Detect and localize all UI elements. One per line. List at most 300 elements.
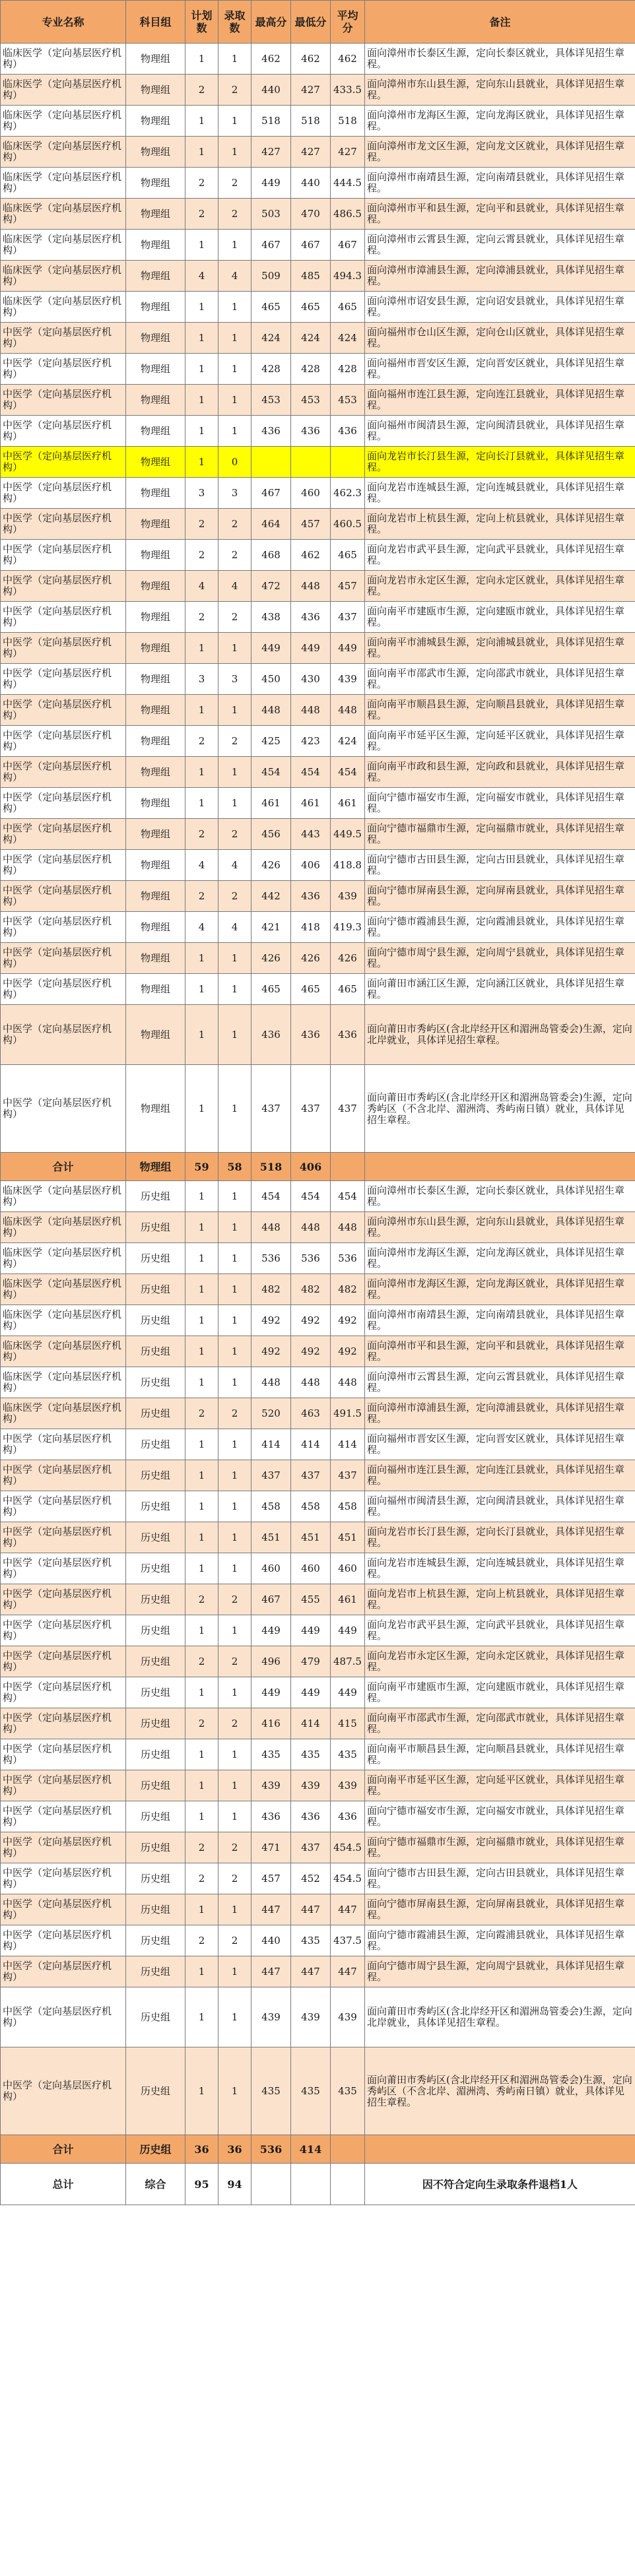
remarks-cell: 面向龙岩市武平县生源，定向武平县就业，具体详见招生章程。 [365, 540, 635, 571]
plan-cell: 2 [185, 602, 218, 633]
remarks-cell: 面向莆田市秀屿区(含北岸经开区和湄洲岛管委会)生源，定向北岸就业，具体详见招生章程。 [365, 1987, 635, 2047]
max-score-cell [251, 447, 291, 478]
max-score-cell: 428 [251, 354, 291, 385]
plan-cell: 2 [185, 540, 218, 571]
remarks-cell: 面向福州市晋安区生源，定向晋安区就业，具体详见招生章程。 [365, 354, 635, 385]
major-cell: 临床医学（定向基层医疗机构） [1, 292, 126, 323]
table-row [1, 819, 635, 850]
plan-cell: 1 [185, 788, 218, 819]
min-score-cell: 448 [291, 1212, 331, 1243]
max-score-cell: 436 [251, 416, 291, 447]
avg-score-cell: 494.3 [331, 261, 365, 292]
major-cell: 临床医学（定向基层医疗机构） [1, 1398, 126, 1429]
major-cell: 中医学（定向基层医疗机构） [1, 2047, 126, 2135]
subject-group-cell: 物理组 [126, 757, 185, 788]
min-score-cell: 443 [291, 819, 331, 850]
avg-score-cell: 437 [331, 1460, 365, 1491]
table-row [1, 385, 635, 416]
remarks-cell: 面向宁德市福安市生源，定向福安市就业，具体详见招生章程。 [365, 788, 635, 819]
max-score-cell: 458 [251, 1491, 291, 1522]
plan-cell: 1 [185, 695, 218, 726]
avg-score-cell: 448 [331, 695, 365, 726]
major-cell: 中医学（定向基层医疗机构） [1, 664, 126, 695]
table-row [1, 230, 635, 261]
subject-group-cell: 历史组 [126, 1522, 185, 1553]
header-remarks: 备注 [365, 1, 635, 44]
major-cell: 中医学（定向基层医疗机构） [1, 1708, 126, 1739]
total-label-cell: 合计 [1, 1153, 126, 1181]
major-cell: 中医学（定向基层医疗机构） [1, 385, 126, 416]
admitted-cell: 1 [218, 1429, 251, 1460]
remarks-cell: 面向漳州市漳浦县生源，定向漳浦县就业，具体详见招生章程。 [365, 1398, 635, 1429]
plan-cell: 2 [185, 1925, 218, 1956]
total-group-cell: 综合 [126, 2164, 185, 2205]
admitted-cell: 1 [218, 1894, 251, 1925]
subject-group-cell: 物理组 [126, 199, 185, 230]
remarks-cell: 面向南平市邵武市生源，定向邵武市就业，具体详见招生章程。 [365, 1708, 635, 1739]
avg-score-cell: 454.5 [331, 1832, 365, 1863]
major-cell: 中医学（定向基层医疗机构） [1, 1005, 126, 1065]
avg-score-cell: 426 [331, 943, 365, 974]
table-row [1, 1925, 635, 1956]
total-min-cell [291, 2164, 331, 2205]
avg-score-cell: 492 [331, 1336, 365, 1367]
plan-cell: 2 [185, 1398, 218, 1429]
max-score-cell: 414 [251, 1429, 291, 1460]
min-score-cell: 437 [291, 1832, 331, 1863]
max-score-cell: 448 [251, 1367, 291, 1398]
table-row [1, 1212, 635, 1243]
admitted-cell: 1 [218, 230, 251, 261]
plan-cell: 1 [185, 323, 218, 354]
major-cell: 中医学（定向基层医疗机构） [1, 788, 126, 819]
remarks-cell: 面向漳州市东山县生源，定向东山县就业，具体详见招生章程。 [365, 75, 635, 106]
max-score-cell: 450 [251, 664, 291, 695]
subject-group-cell: 历史组 [126, 1398, 185, 1429]
admitted-cell: 1 [218, 1181, 251, 1212]
avg-score-cell: 448 [331, 1212, 365, 1243]
max-score-cell: 503 [251, 199, 291, 230]
remarks-cell: 面向漳州市漳浦县生源，定向漳浦县就业，具体详见招生章程。 [365, 261, 635, 292]
admitted-cell: 1 [218, 1336, 251, 1367]
major-cell: 临床医学（定向基层医疗机构） [1, 199, 126, 230]
table-row [1, 137, 635, 168]
table-row [1, 1065, 635, 1153]
min-score-cell: 465 [291, 974, 331, 1005]
min-score-cell: 449 [291, 1677, 331, 1708]
max-score-cell: 520 [251, 1398, 291, 1429]
major-cell: 中医学（定向基层医疗机构） [1, 1429, 126, 1460]
max-score-cell: 436 [251, 1801, 291, 1832]
max-score-cell: 492 [251, 1305, 291, 1336]
avg-score-cell: 451 [331, 1522, 365, 1553]
admitted-cell: 1 [218, 788, 251, 819]
major-cell: 中医学（定向基层医疗机构） [1, 943, 126, 974]
total-group-cell: 物理组 [126, 1153, 185, 1181]
major-cell: 临床医学（定向基层医疗机构） [1, 106, 126, 137]
major-cell: 中医学（定向基层医疗机构） [1, 571, 126, 602]
avg-score-cell: 465 [331, 974, 365, 1005]
plan-cell: 1 [185, 1801, 218, 1832]
remarks-cell: 面向莆田市涵江区生源，定向涵江区就业，具体详见招生章程。 [365, 974, 635, 1005]
subject-group-cell: 历史组 [126, 1429, 185, 1460]
plan-cell: 1 [185, 1336, 218, 1367]
max-score-cell: 437 [251, 1065, 291, 1153]
avg-score-cell: 462 [331, 44, 365, 75]
max-score-cell: 449 [251, 1615, 291, 1646]
min-score-cell: 536 [291, 1243, 331, 1274]
table-row [1, 292, 635, 323]
plan-cell: 2 [185, 1708, 218, 1739]
major-cell: 中医学（定向基层医疗机构） [1, 1863, 126, 1894]
min-score-cell: 457 [291, 509, 331, 540]
major-cell: 临床医学（定向基层医疗机构） [1, 230, 126, 261]
header-subject-group: 科目组 [126, 1, 185, 44]
subject-group-cell: 物理组 [126, 602, 185, 633]
max-score-cell: 460 [251, 1553, 291, 1584]
plan-cell: 1 [185, 44, 218, 75]
table-row [1, 416, 635, 447]
admitted-cell: 1 [218, 1987, 251, 2047]
subject-group-cell: 物理组 [126, 695, 185, 726]
admitted-cell: 2 [218, 819, 251, 850]
avg-score-cell: 439 [331, 1987, 365, 2047]
subject-group-cell: 历史组 [126, 1739, 185, 1770]
subject-group-cell: 历史组 [126, 1615, 185, 1646]
major-cell: 临床医学（定向基层医疗机构） [1, 1212, 126, 1243]
major-cell: 临床医学（定向基层医疗机构） [1, 1367, 126, 1398]
admitted-cell: 1 [218, 1770, 251, 1801]
remarks-cell: 面向南平市顺昌县生源，定向顺昌县就业，具体详见招生章程。 [365, 695, 635, 726]
max-score-cell: 436 [251, 1005, 291, 1065]
avg-score-cell: 436 [331, 1801, 365, 1832]
table-row [1, 850, 635, 881]
min-score-cell: 463 [291, 1398, 331, 1429]
min-score-cell: 492 [291, 1336, 331, 1367]
plan-cell: 1 [185, 230, 218, 261]
min-score-cell: 423 [291, 726, 331, 757]
min-score-cell: 430 [291, 664, 331, 695]
avg-score-cell: 449 [331, 1677, 365, 1708]
remarks-cell: 面向漳州市平和县生源，定向平和县就业，具体详见招生章程。 [365, 199, 635, 230]
max-score-cell: 439 [251, 1770, 291, 1801]
table-row [1, 509, 635, 540]
admitted-cell: 1 [218, 1065, 251, 1153]
plan-cell: 1 [185, 137, 218, 168]
admitted-cell: 2 [218, 726, 251, 757]
avg-score-cell: 444.5 [331, 168, 365, 199]
plan-cell: 1 [185, 633, 218, 664]
subject-group-cell: 历史组 [126, 1863, 185, 1894]
min-score-cell: 427 [291, 137, 331, 168]
major-cell: 临床医学（定向基层医疗机构） [1, 1305, 126, 1336]
subject-group-cell: 历史组 [126, 1367, 185, 1398]
plan-cell: 4 [185, 850, 218, 881]
avg-score-cell: 436 [331, 416, 365, 447]
min-score-cell: 462 [291, 44, 331, 75]
avg-score-cell: 449.5 [331, 819, 365, 850]
table-row [1, 261, 635, 292]
max-score-cell: 454 [251, 1181, 291, 1212]
admitted-cell: 2 [218, 1925, 251, 1956]
total-avg-cell [331, 2164, 365, 2205]
grand-total-row [1, 2164, 635, 2205]
admitted-cell: 2 [218, 199, 251, 230]
admitted-cell: 1 [218, 1677, 251, 1708]
admitted-cell: 1 [218, 633, 251, 664]
remarks-cell: 面向宁德市屏南县生源，定向屏南县就业，具体详见招生章程。 [365, 881, 635, 912]
subject-group-cell: 历史组 [126, 1956, 185, 1987]
min-score-cell: 455 [291, 1584, 331, 1615]
major-cell: 中医学（定向基层医疗机构） [1, 323, 126, 354]
admitted-cell: 1 [218, 1615, 251, 1646]
total-admitted-cell: 58 [218, 1153, 251, 1181]
min-score-cell: 518 [291, 106, 331, 137]
admitted-cell: 1 [218, 1553, 251, 1584]
avg-score-cell: 437 [331, 602, 365, 633]
remarks-cell: 面向宁德市周宁县生源，定向周宁县就业，具体详见招生章程。 [365, 943, 635, 974]
remarks-cell: 面向宁德市霞浦县生源，定向霞浦县就业，具体详见招生章程。 [365, 912, 635, 943]
max-score-cell: 427 [251, 137, 291, 168]
min-score-cell: 428 [291, 354, 331, 385]
remarks-cell: 面向龙岩市连城县生源，定向连城县就业，具体详见招生章程。 [365, 1553, 635, 1584]
min-score-cell [291, 447, 331, 478]
plan-cell: 1 [185, 1770, 218, 1801]
subject-group-cell: 物理组 [126, 633, 185, 664]
remarks-cell: 面向漳州市长泰区生源，定向长泰区就业，具体详见招生章程。 [365, 1181, 635, 1212]
total-plan-cell: 36 [185, 2135, 218, 2164]
admitted-cell: 4 [218, 912, 251, 943]
subject-group-cell: 历史组 [126, 1925, 185, 1956]
header-major: 专业名称 [1, 1, 126, 44]
plan-cell: 2 [185, 75, 218, 106]
avg-score-cell: 518 [331, 106, 365, 137]
subject-group-cell: 历史组 [126, 1708, 185, 1739]
table-row [1, 664, 635, 695]
remarks-cell: 面向南平市建瓯市生源，定向建瓯市就业，具体详见招生章程。 [365, 1677, 635, 1708]
max-score-cell: 448 [251, 695, 291, 726]
table-row [1, 75, 635, 106]
subject-group-cell: 历史组 [126, 1212, 185, 1243]
major-cell: 临床医学（定向基层医疗机构） [1, 1181, 126, 1212]
table-row [1, 1708, 635, 1739]
table-row [1, 912, 635, 943]
table-row [1, 168, 635, 199]
remarks-cell: 面向南平市延平区生源，定向延平区就业，具体详见招生章程。 [365, 726, 635, 757]
max-score-cell: 457 [251, 1863, 291, 1894]
plan-cell: 1 [185, 1212, 218, 1243]
major-cell: 临床医学（定向基层医疗机构） [1, 1274, 126, 1305]
avg-score-cell: 460.5 [331, 509, 365, 540]
max-score-cell: 453 [251, 385, 291, 416]
subject-group-cell: 历史组 [126, 1770, 185, 1801]
table-row [1, 44, 635, 75]
avg-score-cell: 467 [331, 230, 365, 261]
max-score-cell: 447 [251, 1894, 291, 1925]
major-cell: 中医学（定向基层医疗机构） [1, 1832, 126, 1863]
remarks-cell: 面向宁德市福安市生源，定向福安市就业，具体详见招生章程。 [365, 1801, 635, 1832]
subject-group-cell: 历史组 [126, 1832, 185, 1863]
max-score-cell: 442 [251, 881, 291, 912]
remarks-cell: 面向福州市连江县生源，定向连江县就业，具体详见招生章程。 [365, 1460, 635, 1491]
plan-cell: 4 [185, 261, 218, 292]
header-max-score: 最高分 [251, 1, 291, 44]
subject-group-cell: 物理组 [126, 106, 185, 137]
major-cell: 中医学（定向基层医疗机构） [1, 757, 126, 788]
major-cell: 中医学（定向基层医疗机构） [1, 1615, 126, 1646]
max-score-cell: 454 [251, 757, 291, 788]
admitted-cell: 1 [218, 137, 251, 168]
header-avg-score: 平均分 [331, 1, 365, 44]
major-cell: 中医学（定向基层医疗机构） [1, 819, 126, 850]
remarks-cell: 面向龙岩市永定区生源，定向永定区就业，具体详见招生章程。 [365, 1646, 635, 1677]
major-cell: 中医学（定向基层医疗机构） [1, 1646, 126, 1677]
remarks-cell: 面向南平市顺昌县生源，定向顺昌县就业，具体详见招生章程。 [365, 1739, 635, 1770]
admitted-cell: 3 [218, 664, 251, 695]
avg-score-cell: 437 [331, 1065, 365, 1153]
min-score-cell: 436 [291, 1801, 331, 1832]
header-min-score: 最低分 [291, 1, 331, 44]
remarks-cell: 面向宁德市霞浦县生源，定向霞浦县就业，具体详见招生章程。 [365, 1925, 635, 1956]
max-score-cell: 509 [251, 261, 291, 292]
subject-group-cell: 物理组 [126, 819, 185, 850]
subject-group-cell: 历史组 [126, 1274, 185, 1305]
subject-group-cell: 物理组 [126, 974, 185, 1005]
max-score-cell: 456 [251, 819, 291, 850]
table-row [1, 478, 635, 509]
subject-group-cell: 历史组 [126, 1553, 185, 1584]
max-score-cell: 472 [251, 571, 291, 602]
min-score-cell: 426 [291, 943, 331, 974]
min-score-cell: 447 [291, 1956, 331, 1987]
plan-cell: 1 [185, 354, 218, 385]
plan-cell: 1 [185, 292, 218, 323]
admitted-cell: 1 [218, 1305, 251, 1336]
avg-score-cell: 460 [331, 1553, 365, 1584]
admitted-cell: 1 [218, 1274, 251, 1305]
subject-group-cell: 物理组 [126, 664, 185, 695]
max-score-cell: 437 [251, 1460, 291, 1491]
table-row [1, 447, 635, 478]
avg-score-cell: 428 [331, 354, 365, 385]
max-score-cell: 467 [251, 478, 291, 509]
plan-cell: 1 [185, 1522, 218, 1553]
remarks-cell: 面向莆田市秀屿区(含北岸经开区和湄洲岛管委会)生源，定向秀屿区（不含北岸、湄洲湾、秀屿南日镇）就业，具体详见招生章程。 [365, 2047, 635, 2135]
total-remarks-cell [365, 1153, 635, 1181]
max-score-cell: 448 [251, 1212, 291, 1243]
major-cell: 中医学（定向基层医疗机构） [1, 602, 126, 633]
admitted-cell: 1 [218, 1522, 251, 1553]
avg-score-cell: 491.5 [331, 1398, 365, 1429]
major-cell: 中医学（定向基层医疗机构） [1, 850, 126, 881]
min-score-cell: 435 [291, 1925, 331, 1956]
remarks-cell: 面向龙岩市上杭县生源，定向上杭县就业，具体详见招生章程。 [365, 1584, 635, 1615]
subtotal-row [1, 2135, 635, 2164]
total-plan-cell: 59 [185, 1153, 218, 1181]
subject-group-cell: 历史组 [126, 1305, 185, 1336]
subject-group-cell: 物理组 [126, 168, 185, 199]
plan-cell: 3 [185, 664, 218, 695]
major-cell: 临床医学（定向基层医疗机构） [1, 75, 126, 106]
admitted-cell: 1 [218, 1005, 251, 1065]
plan-cell: 1 [185, 1005, 218, 1065]
avg-score-cell: 487.5 [331, 1646, 365, 1677]
max-score-cell: 447 [251, 1956, 291, 1987]
subject-group-cell: 物理组 [126, 385, 185, 416]
table-row [1, 974, 635, 1005]
total-label-cell: 总计 [1, 2164, 126, 2205]
table-row [1, 1398, 635, 1429]
remarks-cell: 面向宁德市屏南县生源，定向屏南县就业，具体详见招生章程。 [365, 1894, 635, 1925]
plan-cell: 1 [185, 2047, 218, 2135]
table-row [1, 1677, 635, 1708]
avg-score-cell: 482 [331, 1274, 365, 1305]
max-score-cell: 425 [251, 726, 291, 757]
admitted-cell: 2 [218, 540, 251, 571]
subject-group-cell: 历史组 [126, 1460, 185, 1491]
admitted-cell: 1 [218, 2047, 251, 2135]
subject-group-cell: 物理组 [126, 44, 185, 75]
major-cell: 中医学（定向基层医疗机构） [1, 1894, 126, 1925]
remarks-cell: 面向宁德市福鼎市生源，定向福鼎市就业，具体详见招生章程。 [365, 1832, 635, 1863]
subject-group-cell: 物理组 [126, 540, 185, 571]
total-admitted-cell: 94 [218, 2164, 251, 2205]
major-cell: 中医学（定向基层医疗机构） [1, 1553, 126, 1584]
plan-cell: 1 [185, 1491, 218, 1522]
avg-score-cell: 424 [331, 323, 365, 354]
plan-cell: 1 [185, 1956, 218, 1987]
min-score-cell: 436 [291, 881, 331, 912]
subject-group-cell: 物理组 [126, 943, 185, 974]
min-score-cell: 461 [291, 788, 331, 819]
avg-score-cell: 419.3 [331, 912, 365, 943]
major-cell: 中医学（定向基层医疗机构） [1, 1925, 126, 1956]
avg-score-cell: 415 [331, 1708, 365, 1739]
table-row [1, 726, 635, 757]
max-score-cell: 467 [251, 1584, 291, 1615]
total-avg-cell [331, 2135, 365, 2164]
subject-group-cell: 物理组 [126, 354, 185, 385]
admitted-cell: 2 [218, 1646, 251, 1677]
table-row [1, 1956, 635, 1987]
avg-score-cell: 435 [331, 2047, 365, 2135]
table-row [1, 1367, 635, 1398]
major-cell: 中医学（定向基层医疗机构） [1, 416, 126, 447]
avg-score-cell: 465 [331, 292, 365, 323]
table-row [1, 1615, 635, 1646]
major-cell: 中医学（定向基层医疗机构） [1, 1584, 126, 1615]
table-row [1, 1491, 635, 1522]
subject-group-cell: 物理组 [126, 726, 185, 757]
min-score-cell: 460 [291, 1553, 331, 1584]
min-score-cell: 414 [291, 1429, 331, 1460]
major-cell: 中医学（定向基层医疗机构） [1, 1956, 126, 1987]
max-score-cell: 482 [251, 1274, 291, 1305]
plan-cell: 1 [185, 447, 218, 478]
admitted-cell: 1 [218, 1212, 251, 1243]
subject-group-cell: 物理组 [126, 323, 185, 354]
plan-cell: 2 [185, 1646, 218, 1677]
table-row [1, 633, 635, 664]
min-score-cell: 492 [291, 1305, 331, 1336]
max-score-cell: 435 [251, 1739, 291, 1770]
remarks-cell: 面向漳州市诏安县生源，定向诏安县就业，具体详见招生章程。 [365, 292, 635, 323]
remarks-cell: 面向宁德市古田县生源，定向古田县就业，具体详见招生章程。 [365, 1863, 635, 1894]
total-admitted-cell: 36 [218, 2135, 251, 2164]
table-row [1, 1336, 635, 1367]
plan-cell: 1 [185, 385, 218, 416]
plan-cell: 2 [185, 819, 218, 850]
